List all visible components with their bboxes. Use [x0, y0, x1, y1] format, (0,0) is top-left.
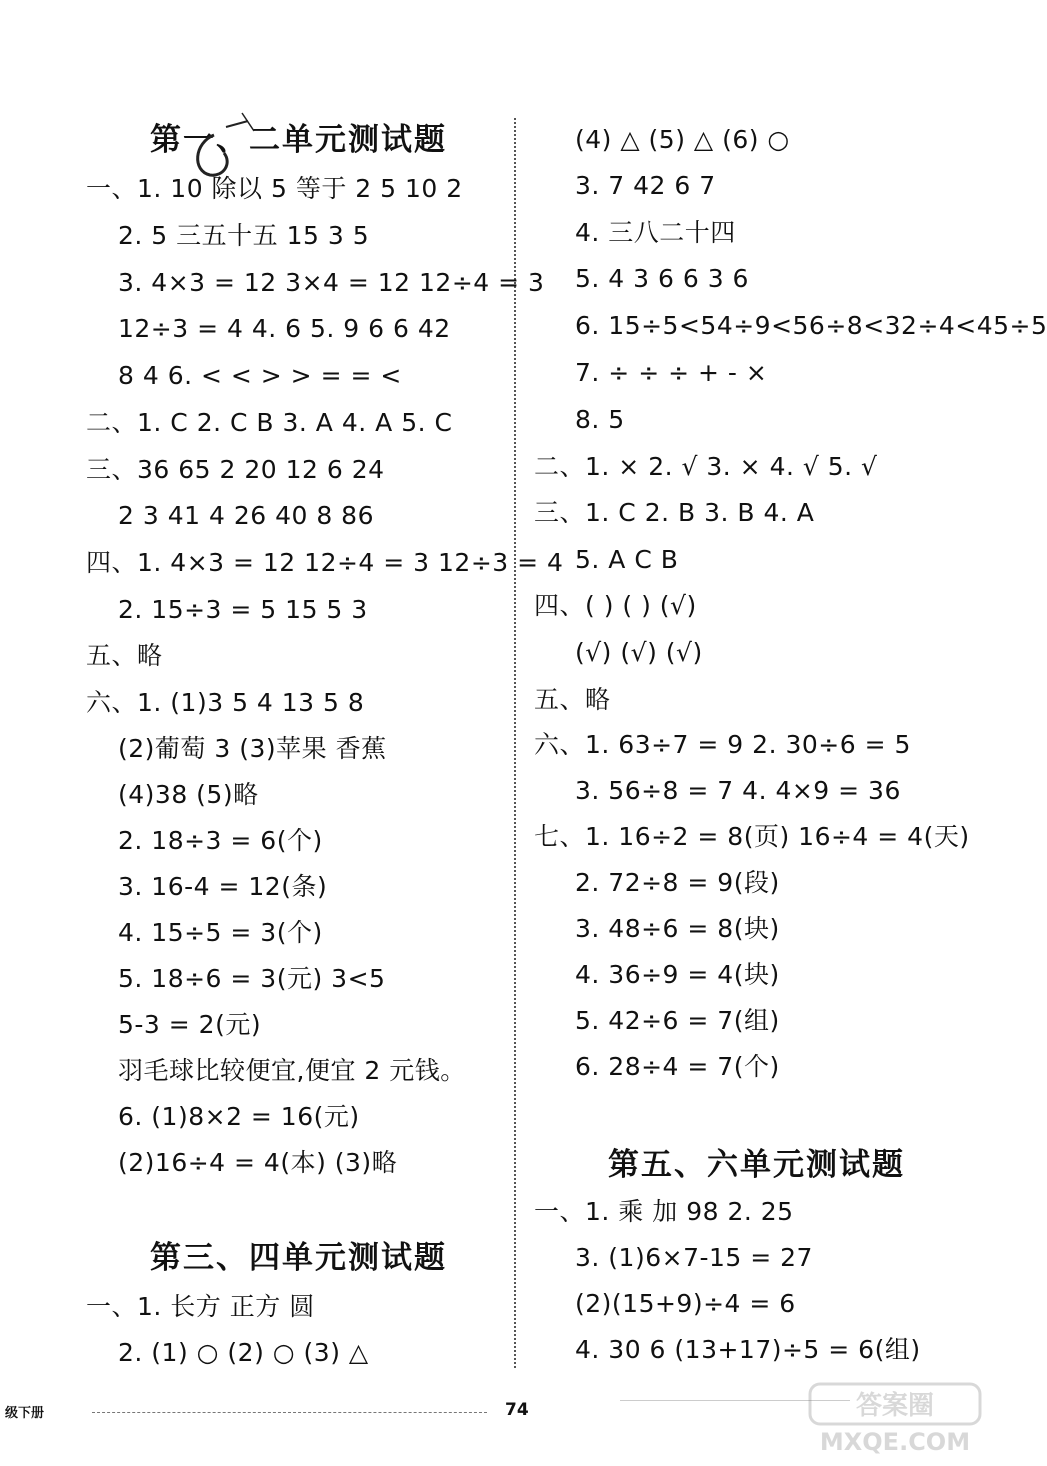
- answer-line: 5-3 = 2(元): [118, 1010, 262, 1039]
- answer-line: 五、略: [86, 641, 163, 670]
- answer-line: 3. 4×3 = 12 3×4 = 12 12÷4 = 3: [118, 268, 545, 297]
- answer-line: 四、( ) ( ) (√): [534, 591, 697, 620]
- answer-line: 三、1. C 2. B 3. B 4. A: [534, 498, 815, 527]
- footer-rule: [92, 1412, 487, 1413]
- answer-line: (2)16÷4 = 4(本) (3)略: [118, 1148, 398, 1177]
- answer-line: 12÷3 = 4 4. 6 5. 9 6 6 42: [118, 314, 451, 343]
- section-heading-5-6: 第五、六单元测试题: [608, 1147, 905, 1183]
- answer-line: 三、36 65 2 20 12 6 24: [86, 455, 385, 484]
- answer-line: 四、1. 4×3 = 12 12÷4 = 3 12÷3 = 4: [86, 548, 564, 577]
- answer-line: 3. (1)6×7-15 = 27: [575, 1243, 813, 1272]
- answer-line: 3. 16-4 = 12(条): [118, 872, 328, 901]
- answer-line: 六、1. 63÷7 = 9 2. 30÷6 = 5: [534, 730, 911, 759]
- answer-line: 6. 15÷5<54÷9<56÷8<32÷4<45÷5: [575, 311, 1047, 340]
- answer-line: 2. 15÷3 = 5 15 5 3: [118, 595, 368, 624]
- answer-line: (2)葡萄 3 (3)苹果 香蕉: [118, 734, 387, 763]
- answer-line: 7. ÷ ÷ ÷ + - ×: [575, 358, 768, 387]
- answer-line: 5. 4 3 6 6 3 6: [575, 264, 749, 293]
- answer-line: 羽毛球比较便宜,便宜 2 元钱。: [118, 1056, 466, 1085]
- answer-line: 6. (1)8×2 = 16(元): [118, 1102, 360, 1131]
- answer-line: 4. 30 6 (13+17)÷5 = 6(组): [575, 1335, 921, 1364]
- answer-line: 一、1. 乘 加 98 2. 25: [534, 1197, 794, 1226]
- answer-line: 6. 28÷4 = 7(个): [575, 1052, 780, 1081]
- answer-line: (4) △ (5) △ (6) ○: [575, 125, 790, 154]
- watermark-logo: [800, 1378, 990, 1458]
- answer-line: 一、1. 长方 正方 圆: [86, 1292, 315, 1321]
- answer-line: 4. 15÷5 = 3(个): [118, 918, 323, 947]
- footer-grade-label: 级下册: [5, 1406, 45, 1421]
- answer-line: 2 3 41 4 26 40 8 86: [118, 501, 374, 530]
- answer-line: 2. 18÷3 = 6(个): [118, 826, 323, 855]
- page-number: 74: [505, 1400, 529, 1420]
- answer-line: 5. A C B: [575, 545, 679, 574]
- answer-line: 五、略: [534, 685, 611, 714]
- answer-line: 2. 5 三五十五 15 3 5: [118, 221, 370, 250]
- answer-line: 二、1. C 2. C B 3. A 4. A 5. C: [86, 408, 453, 437]
- answer-line: 8. 5: [575, 405, 625, 434]
- handwritten-mark-icon: [184, 113, 264, 203]
- answer-line: 5. 18÷6 = 3(元) 3<5: [118, 964, 386, 993]
- answer-line: 8 4 6. < < > > = = <: [118, 361, 402, 390]
- answer-line: 4. 36÷9 = 4(块): [575, 960, 780, 989]
- answer-line: 4. 三八二十四: [575, 218, 736, 247]
- answer-line: 七、1. 16÷2 = 8(页) 16÷4 = 4(天): [534, 822, 970, 851]
- answer-line: (√) (√) (√): [575, 638, 703, 667]
- svg-text:答案圈: 答案圈: [855, 1391, 935, 1421]
- answer-line: 二、1. × 2. √ 3. × 4. √ 5. √: [534, 452, 878, 481]
- answer-line: 2. 72÷8 = 9(段): [575, 868, 780, 897]
- section-heading-1-2: 第一、二单元测试题: [150, 122, 447, 158]
- answer-line: 2. (1) ○ (2) ○ (3) △: [118, 1338, 369, 1367]
- answer-line: 3. 48÷6 = 8(块): [575, 914, 780, 943]
- column-divider: [514, 118, 516, 1368]
- answer-line: 六、1. (1)3 5 4 13 5 8: [86, 688, 365, 717]
- section-heading-3-4: 第三、四单元测试题: [150, 1240, 447, 1276]
- answer-line: (2)(15+9)÷4 = 6: [575, 1289, 796, 1318]
- answer-line: 一、1. 10 除以 5 等于 2 5 10 2: [86, 174, 463, 203]
- answer-line: 3. 7 42 6 7: [575, 171, 716, 200]
- answer-line: 5. 42÷6 = 7(组): [575, 1006, 780, 1035]
- answer-line: (4)38 (5)略: [118, 780, 259, 809]
- answer-line: 3. 56÷8 = 7 4. 4×9 = 36: [575, 776, 901, 805]
- svg-text:MXQE.COM: MXQE.COM: [819, 1428, 971, 1456]
